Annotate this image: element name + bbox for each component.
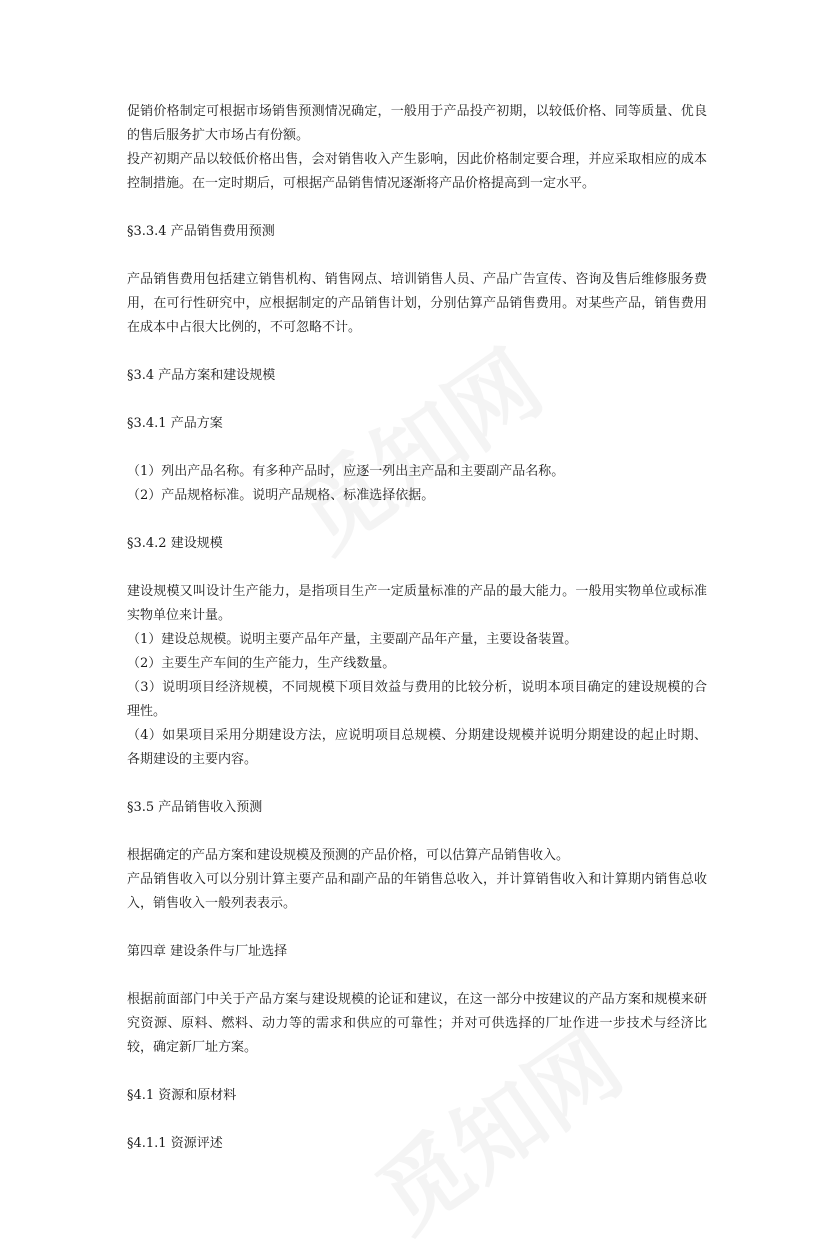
section-heading: §4.1 资源和原材料 <box>127 1088 237 1103</box>
paragraph-spacer <box>127 820 707 844</box>
paragraph: 建设规模又叫设计生产能力，是指项目生产一定质量标准的产品的最大能力。一般用实物单位或标准实物单位来计量。 <box>127 584 707 623</box>
document-body <box>127 100 707 1156</box>
section-heading: §3.4.2 建设规模 <box>127 536 223 551</box>
paragraph: 根据前面部门中关于产品方案与建设规模的论证和建议，在这一部分中按建议的产品方案和规模来研究资源、原料、燃料、动力等的需求和供应的可靠性；并对可供选择的厂址作进一步技术与经济比较，确定新厂址方案。 <box>127 992 707 1055</box>
paragraph: （4）如果项目采用分期建设方法，应说明项目总规模、分期建设规模并说明分期建设的起止时期、各期建设的主要内容。 <box>127 728 707 767</box>
section-heading: 第四章 建设条件与厂址选择 <box>127 944 288 959</box>
paragraph: （1）建设总规模。说明主要产品年产量，主要副产品年产量，主要设备装置。 <box>127 632 578 647</box>
section-heading: §3.3.4 产品销售费用预测 <box>127 224 275 239</box>
paragraph-spacer <box>127 964 707 988</box>
paragraph-spacer <box>127 244 707 268</box>
paragraph-spacer <box>127 916 707 940</box>
paragraph-spacer <box>127 1108 707 1132</box>
paragraph: （2）产品规格标准。说明产品规格、标准选择依据。 <box>127 488 435 503</box>
paragraph: （2）主要生产车间的生产能力，生产线数量。 <box>127 656 396 671</box>
paragraph-spacer <box>127 508 707 532</box>
paragraph: 产品销售费用包括建立销售机构、销售网点、培训销售人员、产品广告宣传、咨询及售后维修服务费用，在可行性研究中，应根据制定的产品销售计划，分别估算产品销售费用。对某些产品，销售费用在成本中占很大比例的，不可忽略不计。 <box>127 272 707 335</box>
paragraph: 产品销售收入可以分别计算主要产品和副产品的年销售总收入，并计算销售收入和计算期内销售总收入，销售收入一般列表表示。 <box>127 872 707 911</box>
paragraph-spacer <box>127 436 707 460</box>
paragraph: 投产初期产品以较低价格出售，会对销售收入产生影响，因此价格制定要合理，并应采取相应的成本控制措施。在一定时期后，可根据产品销售情况逐渐将产品价格提高到一定水平。 <box>127 152 707 191</box>
paragraph: （1）列出产品名称。有多种产品时，应逐一列出主产品和主要副产品名称。 <box>127 464 565 479</box>
section-heading: §3.4.1 产品方案 <box>127 416 223 431</box>
paragraph: 促销价格制定可根据市场销售预测情况确定，一般用于产品投产初期，以较低价格、同等质量、优良的售后服务扩大市场占有份额。 <box>127 104 707 143</box>
paragraph: 根据确定的产品方案和建设规模及预测的产品价格，可以估算产品销售收入。 <box>127 848 570 863</box>
paragraph-spacer <box>127 772 707 796</box>
paragraph-spacer <box>127 340 707 364</box>
section-heading: §3.4 产品方案和建设规模 <box>127 368 276 383</box>
paragraph-spacer <box>127 1060 707 1084</box>
paragraph: （3）说明项目经济规模，不同规模下项目效益与费用的比较分析，说明本项目确定的建设规模的合理性。 <box>127 680 707 719</box>
section-heading: §3.5 产品销售收入预测 <box>127 800 263 815</box>
paragraph-spacer <box>127 556 707 580</box>
section-heading: §4.1.1 资源评述 <box>127 1136 223 1151</box>
paragraph-spacer <box>127 196 707 220</box>
paragraph-spacer <box>127 388 707 412</box>
